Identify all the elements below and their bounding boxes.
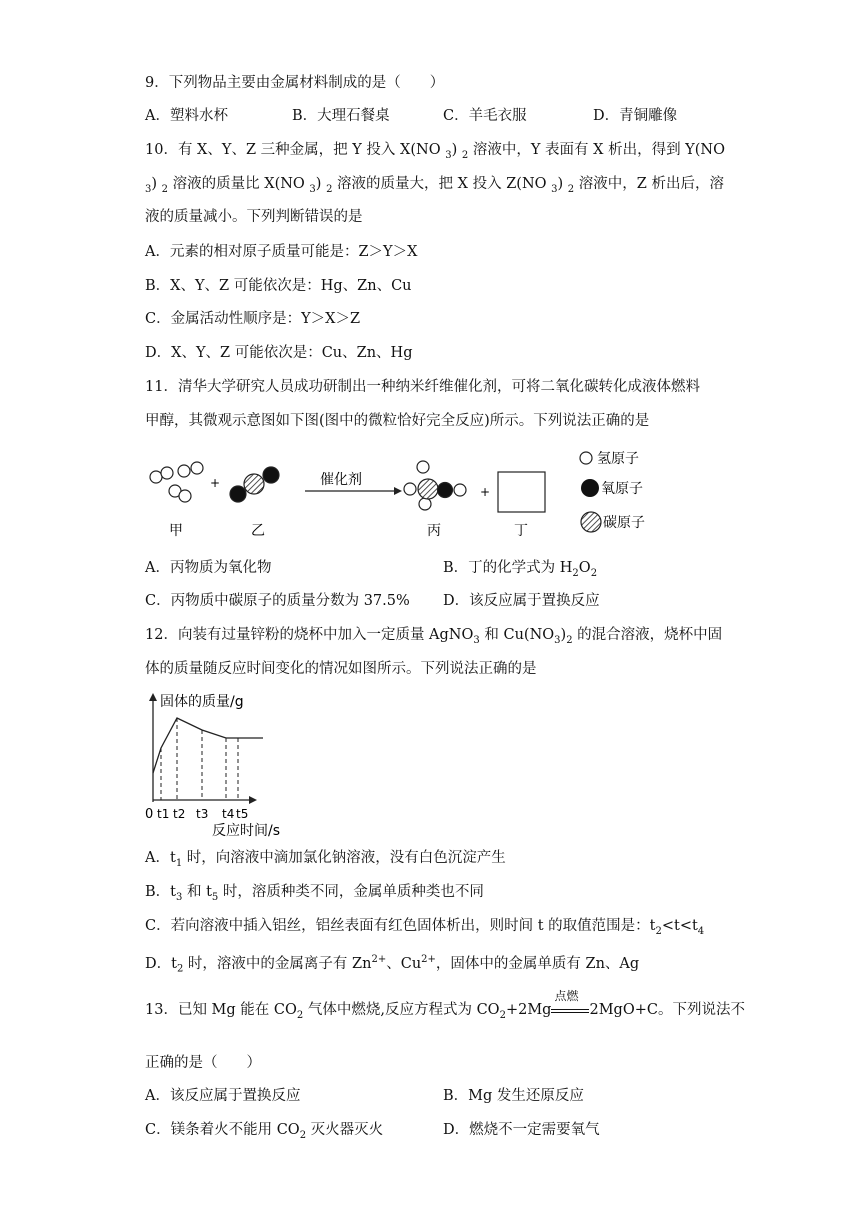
q13-stem-line2: 正确的是（ ） — [145, 1055, 261, 1071]
legend-carbon: 碳原子 — [603, 515, 645, 531]
q10-stem-line1: 10．有 X、Y、Z 三种金属，把 Y 投入 X(NO $_3$) $_2$ 溶液中，Y 表面有 X 析出，得到 Y(NO — [145, 142, 725, 161]
q13-option-d: D．燃烧不一定需要氧气 — [443, 1122, 600, 1138]
q11-stem-line2: 甲醇，其微观示意图如下图(图中的微粒恰好完全反应)所示。下列说法正确的是 — [145, 413, 650, 429]
reaction-condition: 点燃 — [551, 1000, 589, 1020]
q10-option-b: B．X、Y、Z 可能依次是：Hg、Zn、Cu — [145, 278, 412, 294]
tick-t3: t3 — [196, 807, 209, 821]
q13-option-b: B．Mg 发生还原反应 — [443, 1088, 584, 1104]
q9-option-a: A．塑料水杯 — [145, 108, 228, 124]
y-axis-arrow — [149, 693, 157, 701]
mass-time-chart — [140, 688, 300, 840]
tick-t1: t1 — [157, 807, 170, 821]
q11-option-d: D．该反应属于置换反应 — [443, 593, 600, 609]
legend — [580, 451, 645, 532]
plus-sign-2: + — [480, 485, 491, 499]
tick-t5: t5 — [236, 807, 249, 821]
mass-curve — [153, 718, 263, 773]
reaction-arrow-head — [394, 487, 402, 495]
q10-stem-line2: $_3$) $_2$ 溶液的质量比 X(NO $_3$) $_2$ 溶液的质量大，把 X 投入 Z(NO $_3$) $_2$ 溶液中，Z 析出后，溶 — [145, 176, 724, 195]
label-ding: 丁 — [514, 523, 528, 539]
q9-option-b: B．大理石餐桌 — [292, 108, 390, 124]
q11-option-c: C．丙物质中碳原子的质量分数为 37.5% — [145, 593, 410, 609]
q10-option-a: A．元素的相对原子质量可能是：Z＞Y＞X — [145, 244, 418, 260]
q10-stem-line3: 液的质量减小。下列判断错误的是 — [145, 209, 363, 225]
q12-stem-line1: 12．向装有过量锌粉的烧杯中加入一定质量 AgNO$_3$ 和 $Cu(NO_3)_2$ 的混合溶液，烧杯中固 — [145, 627, 723, 646]
product-ding-box — [498, 472, 545, 512]
q12-stem-line2: 体的质量随反应时间变化的情况如图所示。下列说法正确的是 — [145, 661, 537, 677]
label-jia: 甲 — [169, 523, 183, 539]
legend-hydrogen: 氢原子 — [597, 451, 639, 467]
catalyst-label: 催化剂 — [320, 472, 362, 488]
x-axis-arrow — [249, 796, 257, 804]
chart-ylabel: 固体的质量/g — [160, 694, 244, 710]
q9-option-d: D．青铜雕像 — [593, 108, 678, 124]
q10-option-d: D．X、Y、Z 可能依次是：Cu、Zn、Hg — [145, 345, 413, 361]
label-yi: 乙 — [251, 523, 265, 539]
reactant-yi-molecule — [230, 467, 279, 502]
plus-sign-1: + — [210, 476, 221, 490]
q10-option-c: C．金属活动性顺序是：Y＞X＞Z — [145, 311, 361, 327]
chart-xlabel: 反应时间/s — [212, 823, 281, 839]
q12-option-a: A．$t_1$ 时，向溶液中滴加氯化钠溶液，没有白色沉淀产生 — [145, 850, 506, 869]
legend-oxygen: 氧原子 — [601, 481, 643, 497]
q13-option-c: C．镁条着火不能用 $CO_2$ 灭火器灭火 — [145, 1122, 384, 1141]
q11-stem-line1: 11．清华大学研究人员成功研制出一种纳米纤维催化剂，可将二氧化碳转化成液体燃料 — [145, 379, 700, 395]
reactant-jia-molecules — [150, 462, 203, 502]
tick-origin: 0 — [145, 807, 154, 822]
q12-option-b: B．$t_3$ 和 $t_5$ 时，溶质种类不同，金属单质种类也不同 — [145, 884, 484, 903]
q9-stem: 9．下列物品主要由金属材料制成的是（ ） — [145, 75, 445, 91]
tick-drop-lines — [161, 718, 238, 800]
product-bing-molecule — [404, 461, 466, 510]
q13-stem-line1: 13．已知 Mg 能在 $CO_2$ 气体中燃烧,反应方程式为 $CO_2+2Mg$ 点燃 2MgO+C。下列说法不 — [145, 989, 745, 1021]
label-bing: 丙 — [427, 523, 441, 539]
tick-t2: t2 — [173, 807, 186, 821]
q12-option-d: D．$t_2$ 时，溶液中的金属离子有 $Zn^{2+}$、$Cu^{2+}$，固体中的金属单质有 Zn、Ag — [145, 954, 640, 975]
q13-option-a: A．该反应属于置换反应 — [145, 1088, 301, 1104]
q9-option-c: C．羊毛衣服 — [443, 108, 527, 124]
q11-option-b: B．丁的化学式为 $H_2O_2$ — [443, 560, 598, 579]
reaction-diagram — [140, 440, 680, 550]
q12-option-c: C．若向溶液中插入铝丝，铝丝表面有红色固体析出，则时间 t 的取值范围是：$t_2<t<t_4$ — [145, 918, 705, 937]
q11-option-a: A．丙物质为氧化物 — [145, 560, 272, 576]
tick-t4: t4 — [222, 807, 235, 821]
